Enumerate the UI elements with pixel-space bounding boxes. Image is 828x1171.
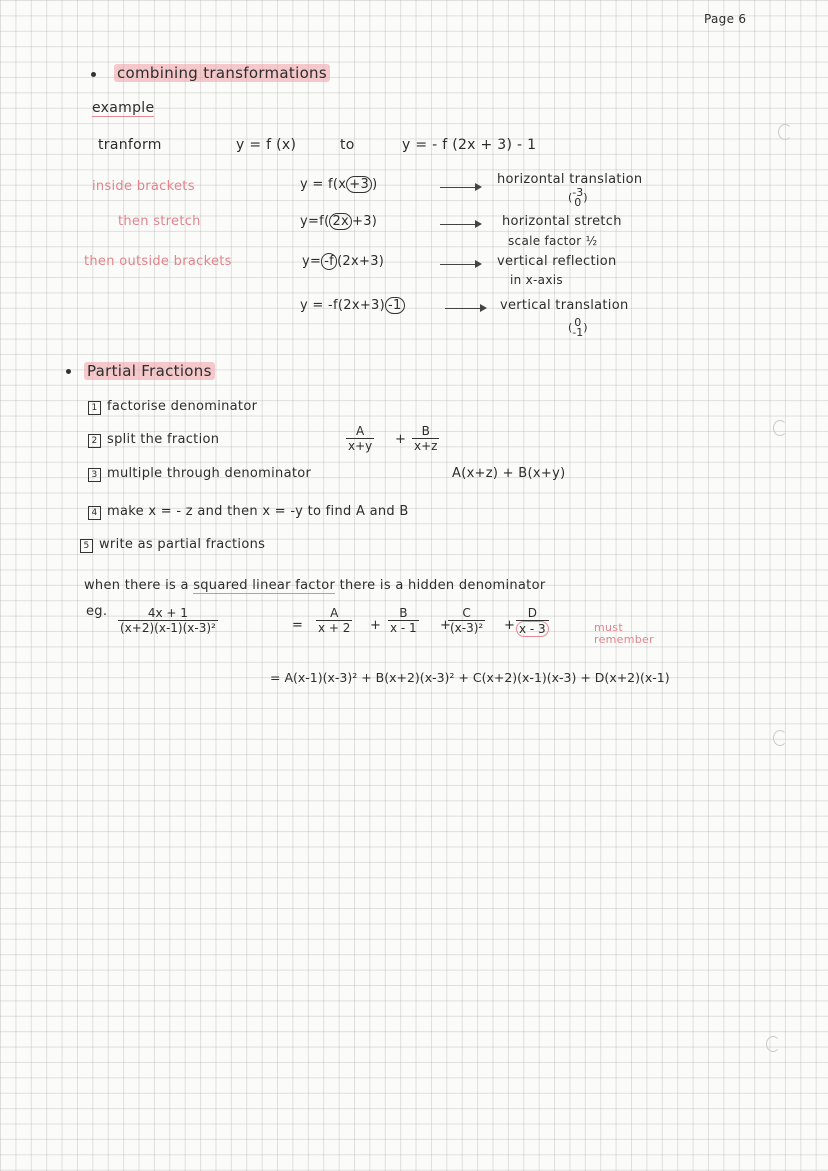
example-fraction: $\frac{4x + 1}{\text{(x+2)(x-1)(x-3)²}}$ [120, 606, 216, 635]
partial-fractions-heading: Partial Fractions [84, 362, 215, 380]
step-description-extra: in x-axis [510, 273, 563, 287]
punch-hole [773, 730, 787, 746]
step-description-extra: scale factor ½ [508, 234, 598, 248]
plus-sign: + [504, 618, 516, 633]
arrow-icon [445, 308, 485, 309]
step-1: 1 factorise denominator [88, 399, 257, 415]
plus-sign: + [440, 618, 452, 633]
target-function: y = - f (2x + 3) - 1 [402, 137, 537, 153]
step-expression: y= -f (2x+3) [302, 254, 385, 269]
page-number: Page 6 [704, 12, 747, 26]
multiplied-expression: A(x+z) + B(x+y) [452, 466, 566, 481]
translation-vector: (-3 0 ) [568, 186, 588, 209]
example-label: example [92, 100, 155, 116]
term-a: $\frac{A}{x + 2}$ [318, 606, 351, 635]
from-function: y = f (x) [236, 137, 297, 153]
arrow-icon [440, 224, 480, 225]
step-description: horizontal stretch [502, 214, 622, 229]
step-4: 4 make x = - z and then x = -y to find A and B [88, 504, 409, 520]
plus-sign: + [370, 618, 382, 633]
punch-hole [766, 1036, 780, 1052]
term-d: $\frac{D}{x - 3}$ [516, 606, 549, 637]
step-2: 2 split the fraction [88, 432, 219, 448]
bullet [66, 369, 71, 374]
step-description: vertical translation [500, 298, 629, 313]
split-fraction-b: $\frac{B}{x+z}$ [414, 424, 438, 453]
term-c: $\frac{C}{\text{(x-3)²}}$ [450, 606, 484, 635]
punch-hole [773, 420, 787, 436]
equals-sign: = [292, 618, 304, 633]
step-expression: y = f(x +3 ) [300, 177, 378, 192]
arrow-icon [440, 187, 480, 188]
step-label: then outside brackets [84, 254, 232, 269]
term-b: $\frac{B}{x - 1}$ [390, 606, 417, 635]
bullet [91, 72, 96, 77]
step-expression: y=f( 2x +3) [300, 214, 378, 229]
hidden-denominator-note: when there is a squared linear factor there is a hidden denominator [84, 578, 546, 593]
split-plus: + [395, 432, 407, 447]
split-fraction-a: $\frac{A}{x+y}$ [348, 424, 373, 453]
transform-word: tranform [98, 137, 162, 153]
step-label: inside brackets [92, 179, 195, 194]
punch-hole [778, 124, 792, 140]
step-expression: y = -f(2x+3) -1 [300, 298, 405, 313]
step-label: then stretch [118, 214, 201, 229]
step-description: vertical reflection [497, 254, 617, 269]
to-word: to [340, 137, 355, 153]
must-remember-note: must remember [594, 621, 654, 646]
transformations-heading: combining transformations [114, 64, 330, 82]
expansion-expression: = A(x-1)(x-3)² + B(x+2)(x-3)² + C(x+2)(x-1)(x-3) + D(x+2)(x-1) [270, 670, 670, 685]
step-3: 3 multiple through denominator [88, 466, 311, 482]
arrow-icon [440, 264, 480, 265]
step-5: 5 write as partial fractions [80, 537, 265, 553]
step-description: horizontal translation [497, 172, 643, 187]
translation-vector: ( 0 -1) [568, 316, 588, 339]
eg-label: eg. [86, 604, 108, 619]
